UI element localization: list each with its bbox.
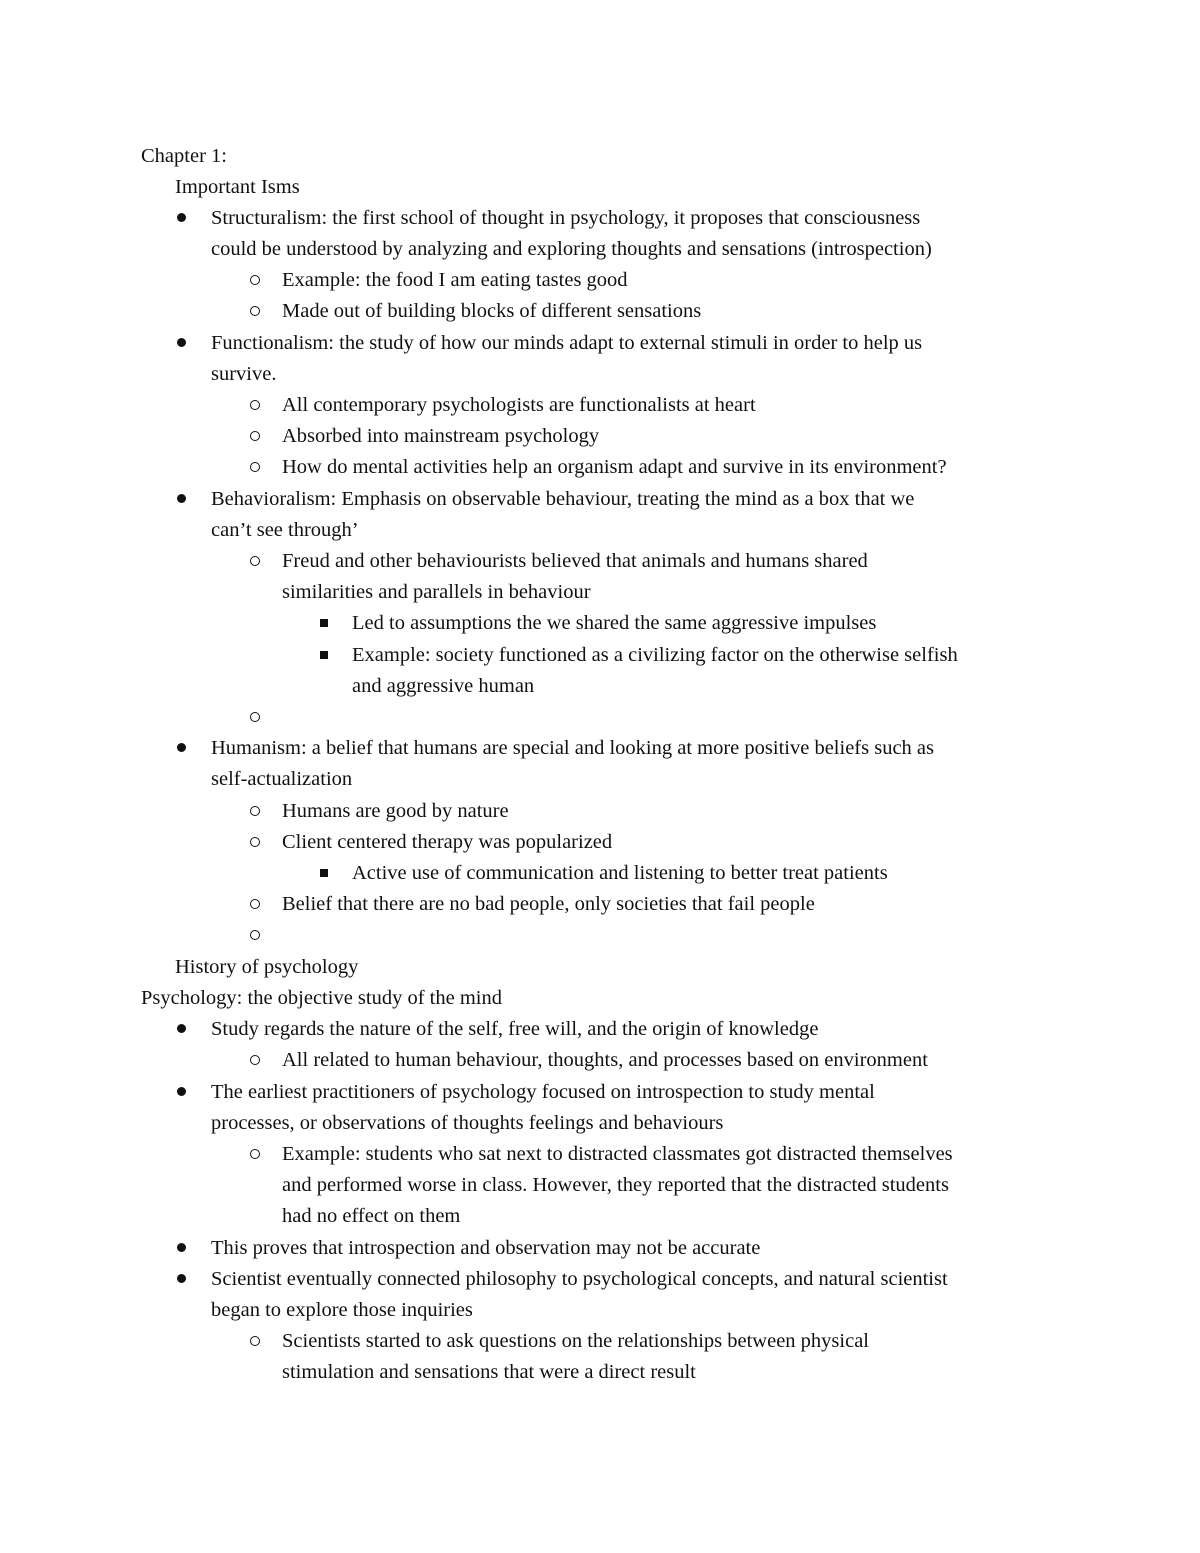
history-b4-sub1-line2: stimulation and sensations that were a direct result	[282, 1361, 696, 1383]
history-heading: History of psychology	[175, 956, 359, 978]
structuralism-line2: could be understood by analyzing and exploring thoughts and sensations (introspection)	[211, 238, 932, 260]
bullet-circle-icon	[250, 1326, 274, 1357]
behavioralism-line1: Behavioralism: Emphasis on observable behaviour, treating the mind as a box that we	[211, 488, 915, 510]
bullet-dot-icon	[177, 733, 201, 764]
bullet-dot-icon	[177, 1014, 201, 1045]
bullet-circle-icon	[250, 390, 274, 421]
structuralism-sub1: Example: the food I am eating tastes good	[282, 269, 628, 291]
bullet-dot-icon	[177, 484, 201, 515]
functionalism-sub2: Absorbed into mainstream psychology	[282, 425, 600, 447]
history-b2-line1: The earliest practitioners of psychology focused on introspection to study mental	[211, 1081, 875, 1103]
humanism-line2: self-actualization	[211, 768, 353, 790]
bullet-square-icon	[320, 858, 344, 889]
behavioralism-line2: can’t see through’	[211, 519, 359, 541]
history-b1-sub1: All related to human behaviour, thoughts, and processes based on environment	[282, 1049, 928, 1071]
bullet-dot-icon	[177, 1264, 201, 1295]
bullet-circle-icon	[250, 546, 274, 577]
history-b2-sub1-line2: and performed worse in class. However, they reported that the distracted students	[282, 1174, 949, 1196]
isms-heading: Important Isms	[175, 176, 300, 198]
bullet-circle-icon	[250, 296, 274, 327]
bullet-square-icon	[320, 640, 344, 671]
bullet-dot-icon	[177, 328, 201, 359]
humanism-sub3: Belief that there are no bad people, only societies that fail people	[282, 893, 815, 915]
bullet-circle-icon	[250, 702, 274, 733]
history-b3: This proves that introspection and observation may not be accurate	[211, 1237, 761, 1259]
bullet-square-icon	[320, 608, 344, 639]
history-b2-sub1-line3: had no effect on them	[282, 1205, 461, 1227]
structuralism-line1: Structuralism: the first school of thought in psychology, it proposes that consciousness	[211, 207, 921, 229]
history-b2-sub1-line1: Example: students who sat next to distracted classmates got distracted themselves	[282, 1143, 953, 1165]
bullet-circle-icon	[250, 265, 274, 296]
behavioralism-subsub2-line2: and aggressive human	[352, 675, 535, 697]
humanism-subsub1: Active use of communication and listening to better treat patients	[352, 862, 888, 884]
bullet-dot-icon	[177, 1233, 201, 1264]
behavioralism-sub1-line1: Freud and other behaviourists believed that animals and humans shared	[282, 550, 868, 572]
functionalism-line2: survive.	[211, 363, 277, 385]
bullet-circle-icon	[250, 889, 274, 920]
bullet-dot-icon	[177, 1077, 201, 1108]
behavioralism-sub1-line2: similarities and parallels in behaviour	[282, 581, 591, 603]
history-b4-line2: began to explore those inquiries	[211, 1299, 473, 1321]
history-b4-sub1-line1: Scientists started to ask questions on the relationships between physical	[282, 1330, 869, 1352]
history-b1: Study regards the nature of the self, free will, and the origin of knowledge	[211, 1018, 819, 1040]
bullet-circle-icon	[250, 920, 274, 951]
behavioralism-subsub1: Led to assumptions the we shared the same aggressive impulses	[352, 612, 877, 634]
bullet-circle-icon	[250, 1139, 274, 1170]
bullet-dot-icon	[177, 203, 201, 234]
functionalism-sub3: How do mental activities help an organism adapt and survive in its environment?	[282, 456, 947, 478]
history-b4-line1: Scientist eventually connected philosophy to psychological concepts, and natural scientist	[211, 1268, 948, 1290]
bullet-circle-icon	[250, 1045, 274, 1076]
functionalism-sub1: All contemporary psychologists are functionalists at heart	[282, 394, 756, 416]
bullet-circle-icon	[250, 796, 274, 827]
structuralism-sub2: Made out of building blocks of different sensations	[282, 300, 702, 322]
humanism-sub2: Client centered therapy was popularized	[282, 831, 613, 853]
psychology-definition: Psychology: the objective study of the mind	[141, 987, 502, 1009]
humanism-line1: Humanism: a belief that humans are special and looking at more positive beliefs such as	[211, 737, 934, 759]
bullet-circle-icon	[250, 827, 274, 858]
chapter-heading: Chapter 1:	[141, 145, 227, 167]
bullet-circle-icon	[250, 421, 274, 452]
history-b2-line2: processes, or observations of thoughts feelings and behaviours	[211, 1112, 724, 1134]
bullet-circle-icon	[250, 452, 274, 483]
humanism-sub1: Humans are good by nature	[282, 800, 509, 822]
functionalism-line1: Functionalism: the study of how our minds adapt to external stimuli in order to help us	[211, 332, 923, 354]
behavioralism-subsub2-line1: Example: society functioned as a civilizing factor on the otherwise selfish	[352, 644, 958, 666]
